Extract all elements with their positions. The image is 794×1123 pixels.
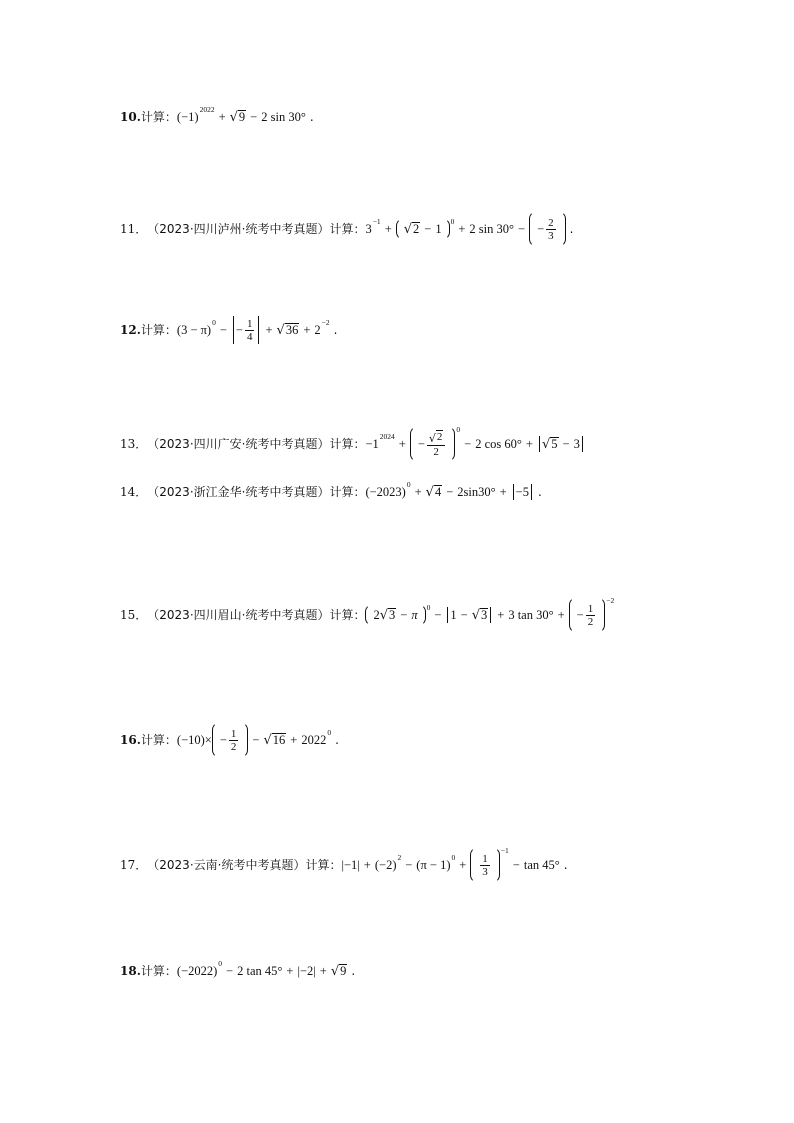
problem-18: 18. 计算： (−2022) 0 − 2 tan 45° + | −2 | + √ 9 . [120,959,356,979]
problem-expression: ( −1 ) 2022 + √ 9 − 2 sin 30° [176,105,306,125]
problem-prefix: （2023·四川广安·统考中考真题）计算： [147,437,366,451]
problem-prefix: （2023·四川泸州·统考中考真题）计算： [147,222,366,236]
problem-14: 14． （2023·浙江金华·统考中考真题）计算： (−2023) 0 + √ 4 − 2sin30° + −5 . [120,480,542,500]
problem-prefix: 计算： [140,323,177,337]
problem-number: 14． [120,485,148,499]
problem-10: 10. 计算： ( −1 ) 2022 + √ 9 − 2 sin 30° . [120,105,314,125]
problem-expression: 2 √ 3 − π 0 − 1 − √ 3 + 3 tan 30° + − $\frac{1}{2}$ −2 [365,597,614,633]
problem-number: 12. [120,323,141,337]
problem-11: 11． （2023·四川泸州·统考中考真题）计算： 3 −1 + √ 2 − 1 0 + 2 sin 30° − − $\frac{2}{3}$ . [120,211,573,247]
problem-prefix: （2023·四川眉山·统考中考真题）计算： [147,608,366,622]
problem-expression: | −1 | + (−2) 2 − (π − 1) 0 + $\frac{1}{3}$ −1 − tan 45° [341,847,559,883]
problem-expression: (−10)× − $\frac{1}{2}$ − √ 16 + 2022 0 [177,722,331,758]
problem-prefix: 计算： [140,964,177,978]
problem-12: 12. 计算： (3 − π) 0 − − $\frac{1}{4}$ + √ 36 + 2 −2 . [120,317,338,343]
problem-prefix: 计算： [140,733,177,747]
problem-expression: (−2022) 0 − 2 tan 45° + | −2 | + √ 9 [176,959,347,979]
problem-15 [120,597,614,633]
problem-number: 10. [120,110,141,124]
problem-13 [120,426,585,462]
problem-expression: 3 −1 + √ 2 − 1 0 + 2 sin 30° − − $\frac{2}{3}$ [365,211,565,247]
problem-prefix: 计算： [140,110,177,124]
problem-number: 16. [120,733,141,747]
problem-expression: −1 2024 + − √ 2 2 0 − 2 cos 60° + √ 5 − 3 [365,426,584,462]
problem-prefix: （2023·云南·统考中考真题）计算： [147,858,342,872]
problem-number: 13． [120,437,148,451]
problem-number: 15． [120,608,148,622]
problem-number: 17． [120,858,148,872]
problem-16: 16. 计算： (−10)× − $\frac{1}{2}$ − √ 16 + 2022 0 . [120,722,339,758]
problem-number: 11． [120,222,148,236]
problem-17: 17． （2023·云南·统考中考真题）计算： | −1 | + (−2) 2 − (π − 1) 0 + $\frac{1}{3}$ −1 − tan 45° . [120,847,568,883]
problem-expression: (3 − π) 0 − − $\frac{1}{4}$ + √ 36 + 2 −2 [176,317,330,343]
problem-number: 18. [120,964,141,978]
problem-expression: (−2023) 0 + √ 4 − 2sin30° + −5 [365,484,534,500]
problem-prefix: （2023·浙江金华·统考中考真题）计算： [147,485,366,499]
